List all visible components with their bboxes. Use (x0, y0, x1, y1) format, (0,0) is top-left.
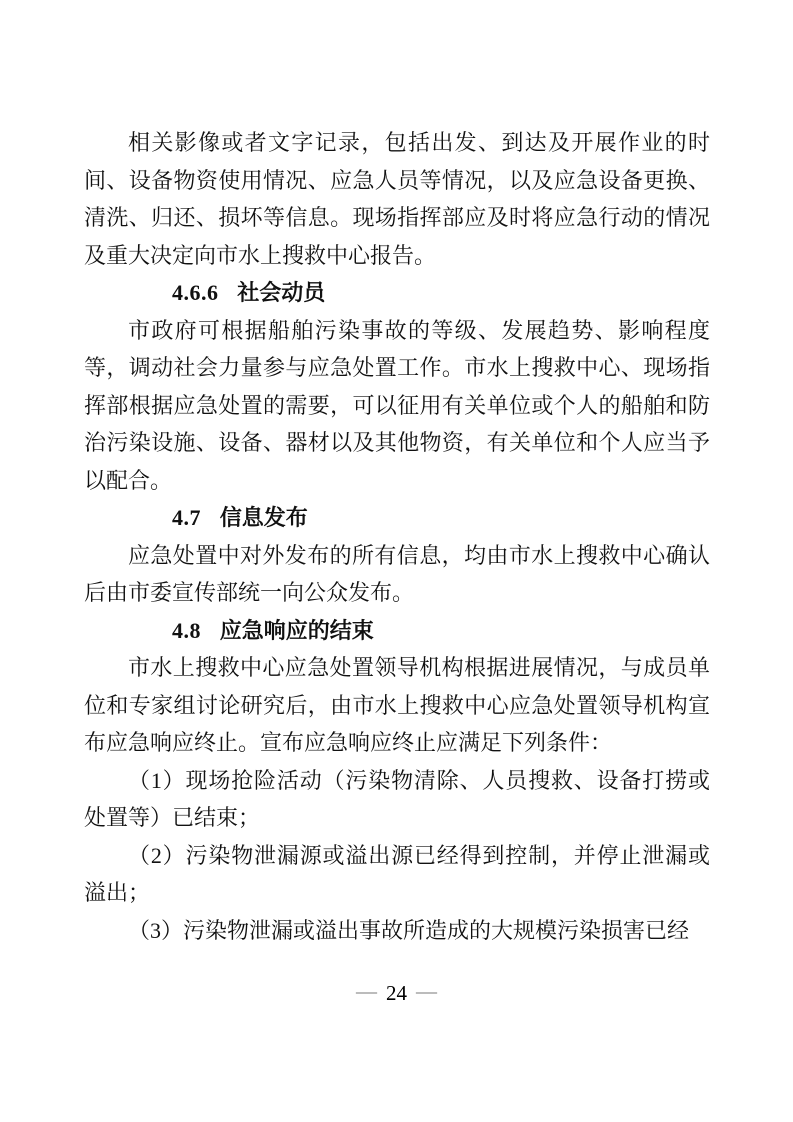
list-item: （3）污染物泄漏或溢出事故所造成的大规模污染损害已经 (128, 917, 690, 943)
section-heading-4-7 (84, 499, 710, 537)
paragraph: 相关影像或者文字记录，包括出发、到达及开展作业的时间、设备物资使用情况、应急人员等情况，以及应急设备更换、清洗、归还、损坏等信息。现场指挥部应及时将应急行动的情况及重大决定向市水上搜救中心报告。 (84, 130, 710, 268)
section-title: 应急响应的结束 (219, 617, 374, 643)
paragraph: 应急处置中对外发布的所有信息，均由市水上搜救中心确认后由市委宣传部统一向公众发布。 (84, 542, 710, 605)
section-heading-4-8 (84, 612, 710, 650)
section-heading-4-6-6 (84, 274, 710, 312)
section-title: 信息发布 (219, 505, 308, 530)
section-number: 4.7 (172, 505, 201, 530)
page-footer (0, 978, 793, 1008)
list-item: （2）污染物泄漏源或溢出源已经得到控制，并停止泄漏或溢出； (84, 842, 710, 905)
list-item: （1）现场抢险活动（污染物清除、人员搜救、设备打捞或处置等）已结束； (84, 767, 710, 830)
section-number: 4.8 (172, 617, 201, 643)
footer-dash-right: — (416, 979, 437, 1003)
footer-dash-left: — (356, 979, 377, 1003)
document-body (84, 124, 710, 949)
paragraph: 市政府可根据船舶污染事故的等级、发展趋势、影响程度等，调动社会力量参与应急处置工作。市水上搜救中心、现场指挥部根据应急处置的需要，可以征用有关单位或个人的船舶和防治污染设施、设备、器材以及其他物资，有关单位和个人应当予以配合。 (84, 317, 710, 493)
paragraph: 市水上搜救中心应急处置领导机构根据进展情况，与成员单位和专家组讨论研究后，由市水上搜救中心应急处置领导机构宣布应急响应终止。宣布应急响应终止应满足下列条件： (84, 655, 710, 755)
page-number: 24 (386, 981, 407, 1005)
section-title: 社会动员 (237, 280, 326, 305)
section-number: 4.6.6 (172, 280, 219, 305)
